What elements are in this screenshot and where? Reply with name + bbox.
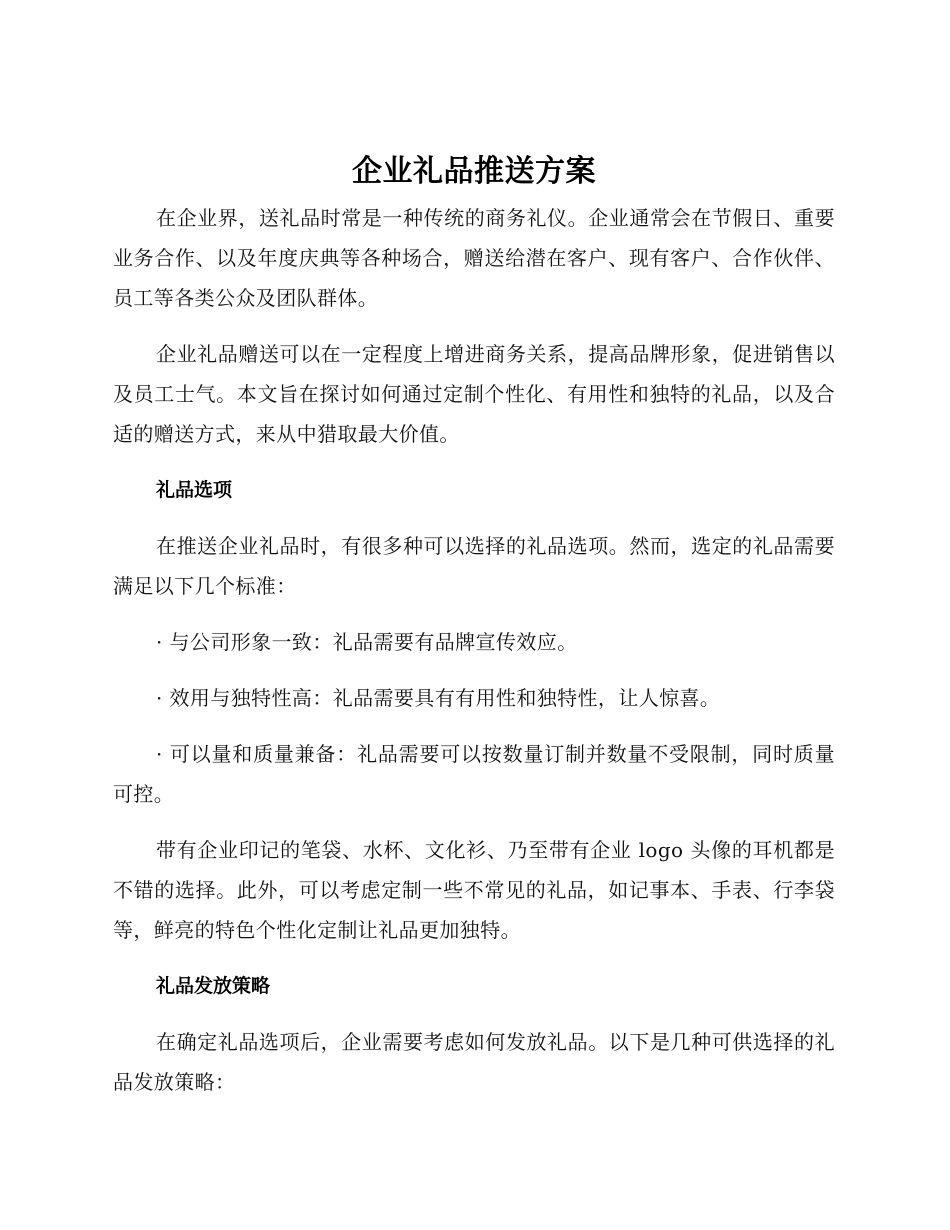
bullet-item-utility: · 效用与独特性高：礼品需要具有有用性和独特性，让人惊喜。 (156, 686, 721, 710)
document-title: 企业礼品推送方案 (352, 154, 596, 189)
bullet-item-brand: · 与公司形象一致：礼品需要有品牌宣传效应。 (156, 630, 578, 654)
section-heading-gift-options: 礼品选项 (156, 479, 233, 501)
intro-paragraph-2: 企业礼品赠送可以在一定程度上增进商务关系，提高品牌形象，促进销售以及员工士气。本文旨在探讨如何通过定制个性化、有用性和独特的礼品，以及合适的赠送方式，来从中猎取最大价值。 (113, 342, 835, 446)
document-body (113, 150, 835, 1118)
section-heading-distribution: 礼品发放策略 (156, 975, 271, 997)
gift-options-intro: 在推送企业礼品时，有很多种可以选择的礼品选项。然而，选定的礼品需要满足以下几个标准： (113, 534, 835, 598)
bullet-item-quantity-quality: · 可以量和质量兼备：礼品需要可以按数量订制并数量不受限制，同时质量可控。 (113, 742, 835, 806)
distribution-intro: 在确定礼品选项后，企业需要考虑如何发放礼品。以下是几种可供选择的礼品发放策略： (113, 1030, 835, 1094)
gift-examples-paragraph: 带有企业印记的笔袋、水杯、文化衫、乃至带有企业 logo 头像的耳机都是不错的选择。此外，可以考虑定制一些不常见的礼品，如记事本、手表、行李袋等，鲜亮的特色个性化定制让礼品更加独特。 (113, 838, 835, 942)
intro-paragraph-1: 在企业界，送礼品时常是一种传统的商务礼仪。企业通常会在节假日、重要业务合作、以及年度庆典等各种场合，赠送给潜在客户、现有客户、合作伙伴、员工等各类公众及团队群体。 (113, 206, 835, 310)
